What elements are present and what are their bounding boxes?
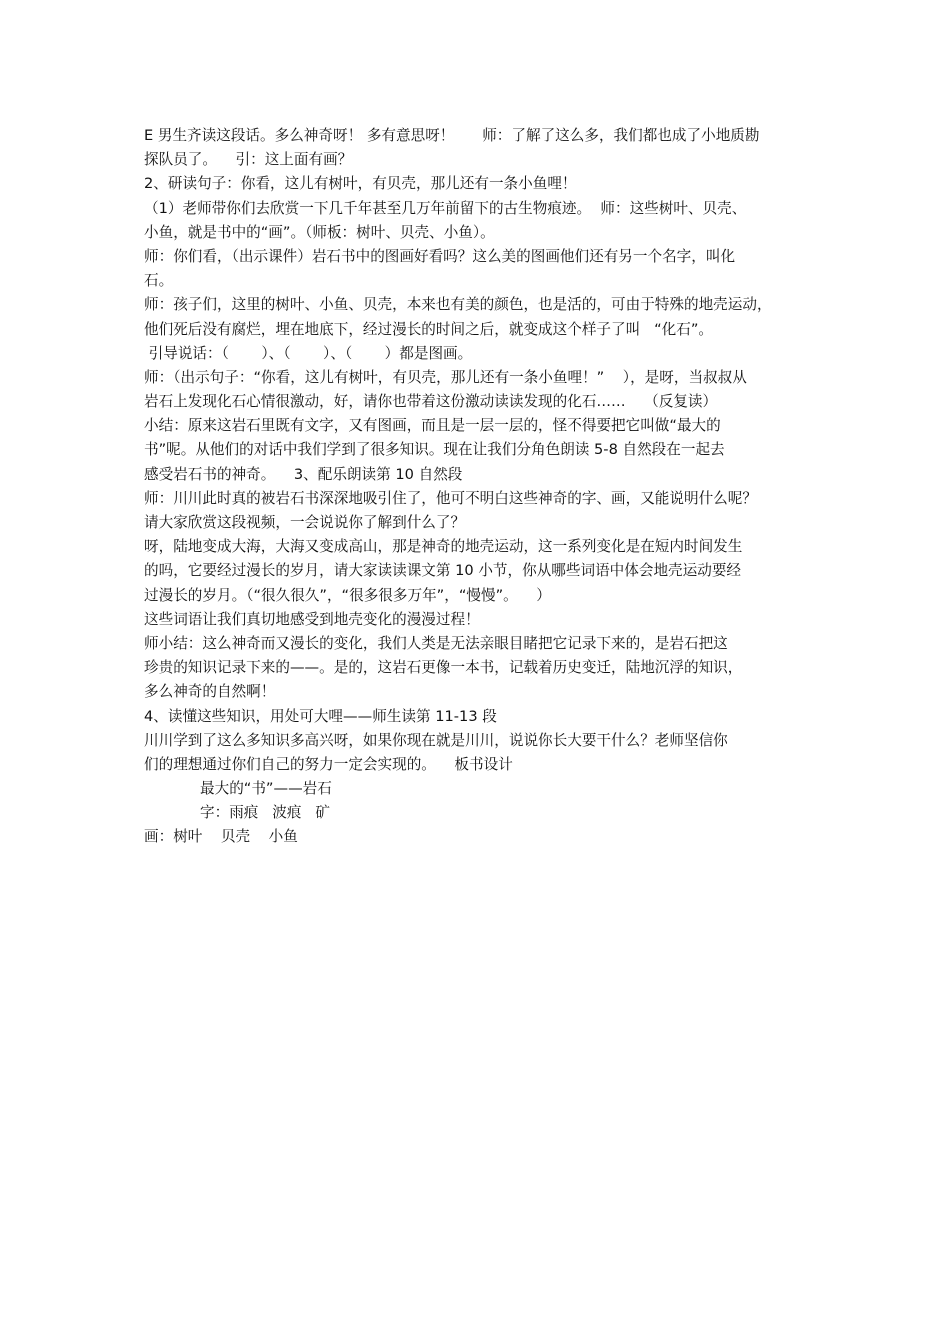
- text-line: 师：（出示句子：“你看，这儿有树叶，有贝壳，那儿还有一条小鱼哩！” ），是呀，当叔叔从: [144, 368, 747, 386]
- text-line: 师小结：这么神奇而又漫长的变化，我们人类是无法亲眼目睹把它记录下来的，是岩石把这: [144, 634, 728, 652]
- text-line: 这些词语让我们真切地感受到地壳变化的漫漫过程！: [144, 610, 480, 628]
- text-line: 们的理想通过你们自己的努力一定会实现的。 板书设计: [144, 755, 513, 773]
- text-line: 小鱼，就是书中的“画”。（师板：树叶、贝壳、小鱼）。: [144, 223, 495, 241]
- document-body: [144, 124, 816, 850]
- text-line: 珍贵的知识记录下来的——。是的，这岩石更像一本书，记载着历史变迁，陆地沉浮的知识，: [144, 659, 743, 677]
- text-line: 感受岩石书的神奇。 3、配乐朗读第 10 自然段: [144, 465, 463, 483]
- text-line: （1）老师带你们去欣赏一下几千年甚至几万年前留下的古生物痕迹。 师：这些树叶、贝壳、: [144, 199, 747, 217]
- section-heading: 2、研读句子：你看，这儿有树叶，有贝壳，那儿还有一条小鱼哩！: [144, 175, 577, 193]
- section-heading: 4、读懂这些知识，用处可大哩——师生读第 11-13 段: [144, 707, 497, 725]
- text-line: 探队员了。 引：这上面有画？: [144, 151, 353, 169]
- text-line: E 男生齐读这段话。多么神奇呀！ 多有意思呀！ 师：了解了这么多，我们都也成了小地质勘: [144, 127, 760, 144]
- text-line: 请大家欣赏这段视频，一会说说你了解到什么了？: [144, 514, 466, 531]
- text-line: 小结：原来这岩石里既有文字，又有图画，而且是一层一层的，怪不得要把它叫做“最大的: [144, 417, 721, 435]
- board-title: 最大的“书”——岩石: [200, 780, 332, 798]
- text-line: 的吗，它要经过漫长的岁月，请大家读读课文第 10 小节，你从哪些词语中体会地壳运动要经: [144, 562, 742, 580]
- text-line: 引导说话：（ ）、（ ）、（ ）都是图画。: [144, 344, 473, 362]
- board-characters: 字：雨痕 波痕 矿: [200, 804, 330, 822]
- text-line: 师：你们看，（出示课件）岩石书中的图画好看吗？这么美的图画他们还有另一个名字，叫化: [144, 247, 736, 265]
- text-line: 石。: [144, 272, 174, 290]
- text-line: 多么神奇的自然啊！: [144, 683, 276, 701]
- text-line: 书”呢。从他们的对话中我们学到了很多知识。现在让我们分角色朗读 5-8 自然段在一起去: [144, 441, 725, 459]
- board-pictures: 画：树叶 贝壳 小鱼: [144, 828, 298, 846]
- text-line: 呀，陆地变成大海，大海又变成高山，那是神奇的地壳运动，这一系列变化是在短内时间发生: [144, 538, 743, 556]
- text-line: 岩石上发现化石心情很激动，好，请你也带着这份激动读读发现的化石…… （反复读）: [144, 393, 718, 411]
- text-line: 师：川川此时真的被岩石书深深地吸引住了，他可不明白这些神奇的字、画，又能说明什么呢？: [144, 489, 757, 507]
- text-line: 川川学到了这么多知识多高兴呀，如果你现在就是川川，说说你长大要干什么？老师坚信你: [144, 731, 728, 749]
- text-line: 过漫长的岁月。（“很久很久”，“很多很多万年”，“慢慢”。 ）: [144, 586, 551, 604]
- text-line: 师：孩子们，这里的树叶、小鱼、贝壳，本来也有美的颜色，也是活的，可由于特殊的地壳运动，: [144, 296, 772, 314]
- text-line: 他们死后没有腐烂，埋在地底下，经过漫长的时间之后，就变成这个样子了叫 “化石”。: [144, 320, 714, 338]
